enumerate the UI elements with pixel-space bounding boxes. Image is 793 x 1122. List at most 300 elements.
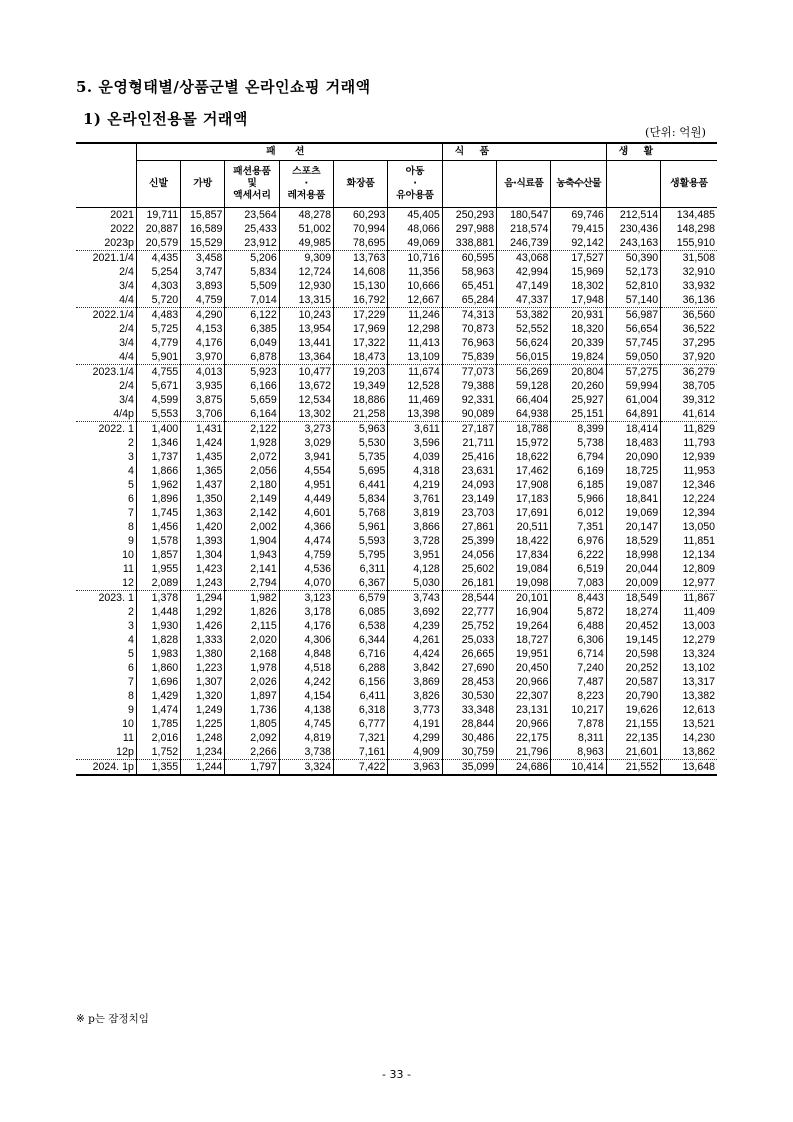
cell-value: 4,039 xyxy=(388,450,442,464)
subheader-col-3: 스포츠 · 레저용품 xyxy=(279,161,333,208)
cell-value: 12,930 xyxy=(279,279,333,293)
cell-value: 13,050 xyxy=(682,521,715,533)
cell-value: 3,743 xyxy=(388,591,442,606)
cell-value: 60,293 xyxy=(334,208,388,223)
cell-value: 3,324 xyxy=(279,760,333,776)
cell-value: 3,178 xyxy=(279,605,333,619)
cell-value: 25,433 xyxy=(225,222,279,236)
cell-value: 134,485 xyxy=(676,209,715,221)
cell-value: 10,666 xyxy=(388,279,442,293)
cell-value: 3,728 xyxy=(388,534,442,548)
cell-value: 15,857 xyxy=(181,208,225,223)
cell-value: 4,554 xyxy=(279,464,333,478)
cell-value: 1,307 xyxy=(181,675,225,689)
cell-value: 7,422 xyxy=(334,760,388,776)
cell-value: 31,508 xyxy=(682,252,715,264)
cell-value: 11,851 xyxy=(683,535,715,547)
cell-value: 4,154 xyxy=(279,689,333,703)
cell-value: 2,794 xyxy=(225,576,279,591)
cell-value: 25,151 xyxy=(551,407,606,422)
cell-value: 1,983 xyxy=(136,647,180,661)
cell-value: 24,093 xyxy=(442,478,496,492)
table-row xyxy=(76,731,717,745)
cell-value: 6,049 xyxy=(225,336,279,350)
cell-value: 1,234 xyxy=(181,745,225,760)
cell-value: 1,429 xyxy=(136,689,180,703)
cell-value: 2,020 xyxy=(225,633,279,647)
cell-value: 20,587 xyxy=(606,675,660,689)
cell-value: 2,056 xyxy=(225,464,279,478)
cell-value: 7,321 xyxy=(334,731,388,745)
cell-value: 5,735 xyxy=(334,450,388,464)
cell-value: 76,963 xyxy=(442,336,496,350)
header-fashion: 패 션 xyxy=(136,143,442,161)
cell-value: 13,382 xyxy=(682,690,715,702)
cell-value: 27,187 xyxy=(442,422,496,437)
cell-value: 19,349 xyxy=(334,379,388,393)
cell-value: 1,378 xyxy=(136,591,180,606)
section-title: 5. 운영형태별/상품군별 온라인쇼핑 거래액 xyxy=(76,78,371,96)
cell-value: 2,180 xyxy=(225,478,279,492)
cell-value: 4,013 xyxy=(181,365,225,380)
unit-label: (단위: 억원) xyxy=(645,125,706,139)
cell-value: 4,759 xyxy=(279,548,333,562)
cell-value: 3,692 xyxy=(388,605,442,619)
cell-value: 1,244 xyxy=(181,760,225,776)
cell-value: 13,521 xyxy=(682,718,715,730)
cell-value: 1,578 xyxy=(136,534,180,548)
table-row xyxy=(76,605,717,619)
cell-value: 57,745 xyxy=(606,336,660,350)
cell-value: 13,109 xyxy=(388,350,442,365)
table-row xyxy=(76,760,717,776)
cell-value: 6,122 xyxy=(225,308,279,323)
cell-value: 64,938 xyxy=(497,407,551,422)
cell-value: 12,977 xyxy=(661,576,717,591)
cell-value: 17,322 xyxy=(334,336,388,350)
cell-value: 24,686 xyxy=(497,760,551,776)
cell-value: 4,601 xyxy=(279,506,333,520)
cell-value: 8,223 xyxy=(551,689,606,703)
cell-value: 90,089 xyxy=(442,407,496,422)
cell-value: 1,930 xyxy=(136,619,180,633)
cell-value: 22,307 xyxy=(497,689,551,703)
cell-value: 4,424 xyxy=(388,647,442,661)
subheader-col-1: 가방 xyxy=(181,161,225,208)
cell-value: 22,777 xyxy=(442,605,496,619)
cell-value: 19,087 xyxy=(606,478,660,492)
cell-value: 3,273 xyxy=(279,422,333,437)
cell-value: 5,961 xyxy=(334,520,388,534)
subheader-col-5: 아동 · 유아용품 xyxy=(388,161,442,208)
cell-value: 25,927 xyxy=(551,393,606,407)
cell-value: 7,878 xyxy=(551,717,606,731)
cell-value: 15,972 xyxy=(497,436,551,450)
cell-value: 1,785 xyxy=(136,717,180,731)
cell-value: 4,219 xyxy=(388,478,442,492)
cell-value: 18,998 xyxy=(606,548,660,562)
table-row xyxy=(76,365,717,380)
table-row xyxy=(76,336,717,350)
cell-value: 11,867 xyxy=(683,592,715,604)
cell-value: 5,901 xyxy=(136,350,180,365)
cell-value: 13,102 xyxy=(682,662,715,674)
cell-value: 230,436 xyxy=(606,222,660,236)
cell-value: 14,608 xyxy=(334,265,388,279)
cell-value: 4,759 xyxy=(181,293,225,308)
cell-value: 20,090 xyxy=(606,450,660,464)
cell-value: 59,128 xyxy=(497,379,551,393)
cell-value: 6,156 xyxy=(334,675,388,689)
subheader-col-4: 화장품 xyxy=(334,161,388,208)
table-body xyxy=(76,208,717,776)
row-label: 5 xyxy=(76,478,136,492)
cell-value: 19,203 xyxy=(334,365,388,380)
cell-value: 4,449 xyxy=(279,492,333,506)
cell-value: 17,229 xyxy=(334,308,388,323)
cell-value: 1,424 xyxy=(181,436,225,450)
cell-value: 48,066 xyxy=(388,222,442,236)
cell-value: 12,134 xyxy=(682,549,715,561)
row-label: 7 xyxy=(76,675,136,689)
cell-value: 4,755 xyxy=(136,365,180,380)
cell-value: 4,191 xyxy=(388,717,442,731)
cell-value: 18,886 xyxy=(334,393,388,407)
cell-value: 13,763 xyxy=(334,251,388,266)
cell-value: 1,448 xyxy=(136,605,180,619)
cell-value: 18,320 xyxy=(551,322,606,336)
cell-value: 17,969 xyxy=(334,322,388,336)
cell-value: 7,351 xyxy=(551,520,606,534)
subheader-col-9 xyxy=(606,161,660,208)
row-label: 6 xyxy=(76,492,136,506)
cell-value: 19,098 xyxy=(497,576,551,591)
cell-value: 79,388 xyxy=(442,379,496,393)
cell-value: 1,243 xyxy=(181,576,225,591)
table-row xyxy=(76,717,717,731)
transaction-table xyxy=(76,142,717,776)
cell-value: 4,242 xyxy=(279,675,333,689)
cell-value: 48,278 xyxy=(279,208,333,223)
table-row xyxy=(76,591,717,606)
cell-value: 4,909 xyxy=(388,745,442,760)
cell-value: 70,994 xyxy=(334,222,388,236)
cell-value: 75,839 xyxy=(442,350,496,365)
cell-value: 53,382 xyxy=(497,308,551,323)
cell-value: 3,826 xyxy=(388,689,442,703)
cell-value: 15,969 xyxy=(551,265,606,279)
cell-value: 20,598 xyxy=(606,647,660,661)
cell-value: 12,613 xyxy=(682,704,715,716)
cell-value: 20,790 xyxy=(606,689,660,703)
cell-value: 4,306 xyxy=(279,633,333,647)
cell-value: 8,399 xyxy=(551,422,606,437)
cell-value: 49,069 xyxy=(388,236,442,251)
cell-value: 4,070 xyxy=(279,576,333,591)
row-label: 5 xyxy=(76,647,136,661)
cell-value: 5,738 xyxy=(551,436,606,450)
cell-value: 25,752 xyxy=(442,619,496,633)
cell-value: 4,435 xyxy=(136,251,180,266)
cell-value: 6,441 xyxy=(334,478,388,492)
cell-value: 18,483 xyxy=(606,436,660,450)
cell-value: 30,759 xyxy=(442,745,496,760)
cell-value: 18,549 xyxy=(606,591,660,606)
cell-value: 59,050 xyxy=(606,350,660,365)
cell-value: 52,552 xyxy=(497,322,551,336)
table-row xyxy=(76,322,717,336)
table-row xyxy=(76,450,717,464)
cell-value: 1,426 xyxy=(181,619,225,633)
cell-value: 77,073 xyxy=(442,365,496,380)
cell-value: 4,518 xyxy=(279,661,333,675)
cell-value: 4,745 xyxy=(279,717,333,731)
row-label: 2022. 1 xyxy=(76,422,136,437)
cell-value: 5,659 xyxy=(225,393,279,407)
cell-value: 12,667 xyxy=(388,293,442,308)
cell-value: 1,736 xyxy=(225,703,279,717)
cell-value: 2,072 xyxy=(225,450,279,464)
cell-value: 3,970 xyxy=(181,350,225,365)
cell-value: 19,084 xyxy=(497,562,551,576)
subheader-col-10: 생활용품 xyxy=(661,161,717,208)
row-label: 2 xyxy=(76,436,136,450)
row-label: 2023.1/4 xyxy=(76,365,136,380)
cell-value: 1,380 xyxy=(181,647,225,661)
table-row xyxy=(76,633,717,647)
table-row xyxy=(76,562,717,576)
row-label: 3 xyxy=(76,619,136,633)
cell-value: 10,243 xyxy=(279,308,333,323)
cell-value: 8,311 xyxy=(551,731,606,745)
cell-value: 43,068 xyxy=(497,251,551,266)
table-row xyxy=(76,689,717,703)
cell-value: 5,834 xyxy=(334,492,388,506)
cell-value: 4,261 xyxy=(388,633,442,647)
cell-value: 20,931 xyxy=(551,308,606,323)
table-row xyxy=(76,745,717,760)
cell-value: 5,206 xyxy=(225,251,279,266)
cell-value: 5,593 xyxy=(334,534,388,548)
cell-value: 6,976 xyxy=(551,534,606,548)
cell-value: 6,318 xyxy=(334,703,388,717)
table-row xyxy=(76,520,717,534)
cell-value: 20,966 xyxy=(497,675,551,689)
cell-value: 18,414 xyxy=(606,422,660,437)
cell-value: 92,331 xyxy=(442,393,496,407)
cell-value: 6,385 xyxy=(225,322,279,336)
cell-value: 5,725 xyxy=(136,322,180,336)
cell-value: 18,725 xyxy=(606,464,660,478)
cell-value: 1,866 xyxy=(136,464,180,478)
row-label: 7 xyxy=(76,506,136,520)
row-label: 2021.1/4 xyxy=(76,251,136,266)
row-label: 2/4 xyxy=(76,265,136,279)
cell-value: 3,596 xyxy=(388,436,442,450)
cell-value: 1,294 xyxy=(181,591,225,606)
cell-value: 1,696 xyxy=(136,675,180,689)
cell-value: 25,399 xyxy=(442,534,496,548)
cell-value: 6,012 xyxy=(551,506,606,520)
cell-value: 10,217 xyxy=(551,703,606,717)
cell-value: 41,614 xyxy=(661,407,717,422)
cell-value: 18,529 xyxy=(606,534,660,548)
row-label: 8 xyxy=(76,520,136,534)
cell-value: 22,175 xyxy=(497,731,551,745)
cell-value: 1,752 xyxy=(136,745,180,760)
cell-value: 5,963 xyxy=(334,422,388,437)
cell-value: 17,908 xyxy=(497,478,551,492)
cell-value: 10,477 xyxy=(279,365,333,380)
cell-value: 21,258 xyxy=(334,407,388,422)
cell-value: 20,887 xyxy=(136,222,180,236)
cell-value: 1,292 xyxy=(181,605,225,619)
row-label: 11 xyxy=(76,731,136,745)
table-row xyxy=(76,293,717,308)
table-row xyxy=(76,647,717,661)
subheader-col-6 xyxy=(442,161,496,208)
cell-value: 66,404 xyxy=(497,393,551,407)
cell-value: 57,140 xyxy=(606,293,660,308)
cell-value: 1,896 xyxy=(136,492,180,506)
cell-value: 6,222 xyxy=(551,548,606,562)
cell-value: 1,350 xyxy=(181,492,225,506)
cell-value: 2,092 xyxy=(225,731,279,745)
cell-value: 49,985 xyxy=(279,236,333,251)
cell-value: 3,458 xyxy=(181,251,225,266)
table-row xyxy=(76,251,717,266)
cell-value: 69,746 xyxy=(551,208,606,223)
cell-value: 1,474 xyxy=(136,703,180,717)
cell-value: 2,142 xyxy=(225,506,279,520)
cell-value: 18,274 xyxy=(606,605,660,619)
cell-value: 56,654 xyxy=(606,322,660,336)
cell-value: 28,544 xyxy=(442,591,496,606)
cell-value: 33,932 xyxy=(682,280,715,292)
cell-value: 1,355 xyxy=(136,760,180,776)
cell-value: 25,416 xyxy=(442,450,496,464)
cell-value: 3,819 xyxy=(388,506,442,520)
subheader-col-8: 농축수산물 xyxy=(551,161,606,208)
cell-value: 1,928 xyxy=(225,436,279,450)
cell-value: 2,122 xyxy=(225,422,279,437)
cell-value: 3,935 xyxy=(181,379,225,393)
cell-value: 1,393 xyxy=(181,534,225,548)
cell-value: 6,166 xyxy=(225,379,279,393)
row-label: 2023. 1 xyxy=(76,591,136,606)
row-label: 12 xyxy=(76,576,136,591)
cell-value: 56,015 xyxy=(497,350,551,365)
footnote: ※ p는 잠정치임 xyxy=(76,1013,149,1025)
cell-value: 243,163 xyxy=(606,236,660,251)
cell-value: 4,176 xyxy=(181,336,225,350)
cell-value: 1,828 xyxy=(136,633,180,647)
cell-value: 21,711 xyxy=(442,436,496,450)
cell-value: 2,115 xyxy=(225,619,279,633)
cell-value: 21,601 xyxy=(606,745,660,760)
cell-value: 5,671 xyxy=(136,379,180,393)
cell-value: 23,149 xyxy=(442,492,496,506)
cell-value: 4,299 xyxy=(388,731,442,745)
cell-value: 33,348 xyxy=(442,703,496,717)
cell-value: 1,857 xyxy=(136,548,180,562)
cell-value: 12,534 xyxy=(279,393,333,407)
cell-value: 5,254 xyxy=(136,265,180,279)
cell-value: 11,793 xyxy=(683,437,715,449)
cell-value: 36,560 xyxy=(682,309,715,321)
cell-value: 148,298 xyxy=(676,223,715,235)
cell-value: 17,527 xyxy=(551,251,606,266)
row-label: 4/4 xyxy=(76,350,136,365)
cell-value: 12,939 xyxy=(682,451,715,463)
row-label: 3/4 xyxy=(76,279,136,293)
cell-value: 51,002 xyxy=(279,222,333,236)
cell-value: 297,988 xyxy=(442,222,496,236)
cell-value: 13,862 xyxy=(661,745,717,760)
cell-value: 1,248 xyxy=(181,731,225,745)
cell-value: 4,474 xyxy=(279,534,333,548)
cell-value: 10,716 xyxy=(388,251,442,266)
cell-value: 52,173 xyxy=(606,265,660,279)
cell-value: 15,130 xyxy=(334,279,388,293)
cell-value: 5,030 xyxy=(388,576,442,591)
row-label: 4 xyxy=(76,464,136,478)
cell-value: 6,344 xyxy=(334,633,388,647)
cell-value: 6,288 xyxy=(334,661,388,675)
cell-value: 56,624 xyxy=(497,336,551,350)
cell-value: 250,293 xyxy=(442,208,496,223)
row-label: 4 xyxy=(76,633,136,647)
cell-value: 1,304 xyxy=(181,548,225,562)
row-label: 3 xyxy=(76,450,136,464)
cell-value: 6,185 xyxy=(551,478,606,492)
cell-value: 20,511 xyxy=(497,520,551,534)
cell-value: 4,176 xyxy=(279,619,333,633)
table-row xyxy=(76,222,717,236)
cell-value: 23,564 xyxy=(225,208,279,223)
table-row xyxy=(76,534,717,548)
cell-value: 5,695 xyxy=(334,464,388,478)
table-row xyxy=(76,265,717,279)
cell-value: 1,249 xyxy=(181,703,225,717)
cell-value: 5,834 xyxy=(225,265,279,279)
cell-value: 1,435 xyxy=(181,450,225,464)
cell-value: 12,394 xyxy=(682,507,715,519)
cell-value: 19,711 xyxy=(136,208,180,223)
row-label: 4/4 xyxy=(76,293,136,308)
cell-value: 1,860 xyxy=(136,661,180,675)
cell-value: 1,982 xyxy=(225,591,279,606)
cell-value: 5,768 xyxy=(334,506,388,520)
cell-value: 13,315 xyxy=(279,293,333,308)
cell-value: 57,275 xyxy=(606,365,660,380)
cell-value: 39,312 xyxy=(682,394,715,406)
cell-value: 1,978 xyxy=(225,661,279,675)
cell-value: 6,716 xyxy=(334,647,388,661)
cell-value: 22,135 xyxy=(606,731,660,745)
cell-value: 18,727 xyxy=(497,633,551,647)
cell-value: 6,794 xyxy=(551,450,606,464)
cell-value: 21,552 xyxy=(606,760,660,776)
cell-value: 7,083 xyxy=(551,576,606,591)
cell-value: 155,910 xyxy=(661,236,717,251)
cell-value: 3,941 xyxy=(279,450,333,464)
cell-value: 4,779 xyxy=(136,336,180,350)
cell-value: 18,422 xyxy=(497,534,551,548)
cell-value: 13,954 xyxy=(279,322,333,336)
cell-value: 2,016 xyxy=(136,731,180,745)
cell-value: 13,672 xyxy=(279,379,333,393)
